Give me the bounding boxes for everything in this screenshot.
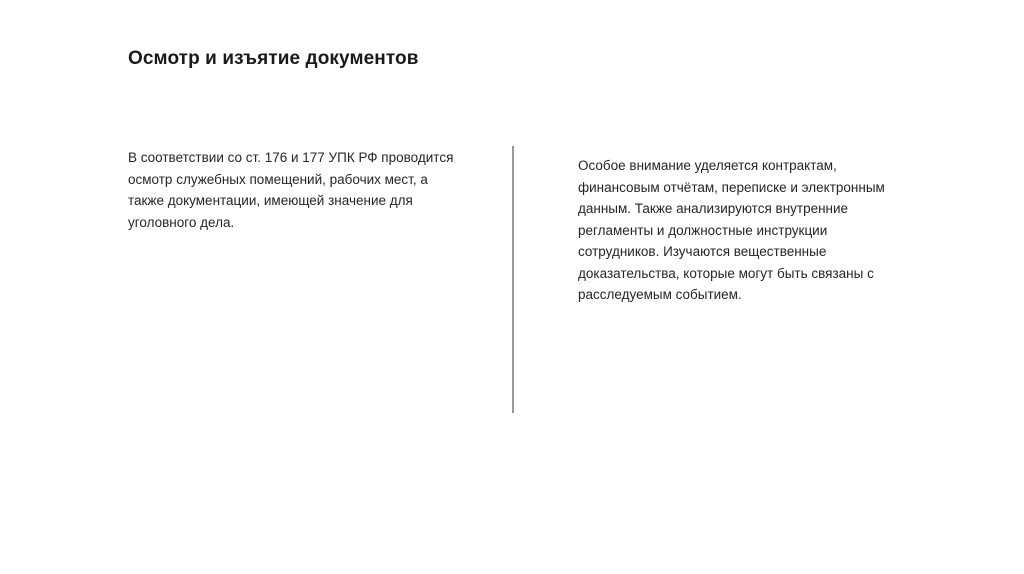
- right-text-line: сотрудников. Изучаются вещественные: [578, 244, 827, 259]
- left-text-line: уголовного дела.: [128, 214, 235, 230]
- slide-title: Осмотр и изъятие документов: [128, 48, 419, 69]
- right-text-line: регламенты и должностные инструкции: [578, 222, 828, 238]
- right-text-line: доказательства, которые могут быть связаны с: [578, 265, 874, 281]
- right-text-line: финансовым отчётам, переписке и электронным: [578, 179, 885, 195]
- right-text-line: расследуемым событием.: [578, 287, 742, 302]
- right-text-line: данным. Также анализируются внутренние: [578, 201, 849, 216]
- left-text-line: В соответствии со ст. 176 и 177 УПК РФ проводится: [128, 150, 454, 165]
- left-text-line: осмотр служебных помещений, рабочих мест, а: [128, 171, 428, 187]
- right-column-text: [578, 155, 898, 306]
- left-text-line: также документации, имеющей значение для: [128, 193, 413, 208]
- left-column-text: [128, 147, 468, 233]
- right-text-line: Особое внимание уделяется контрактам,: [578, 158, 837, 173]
- column-divider: [512, 146, 514, 413]
